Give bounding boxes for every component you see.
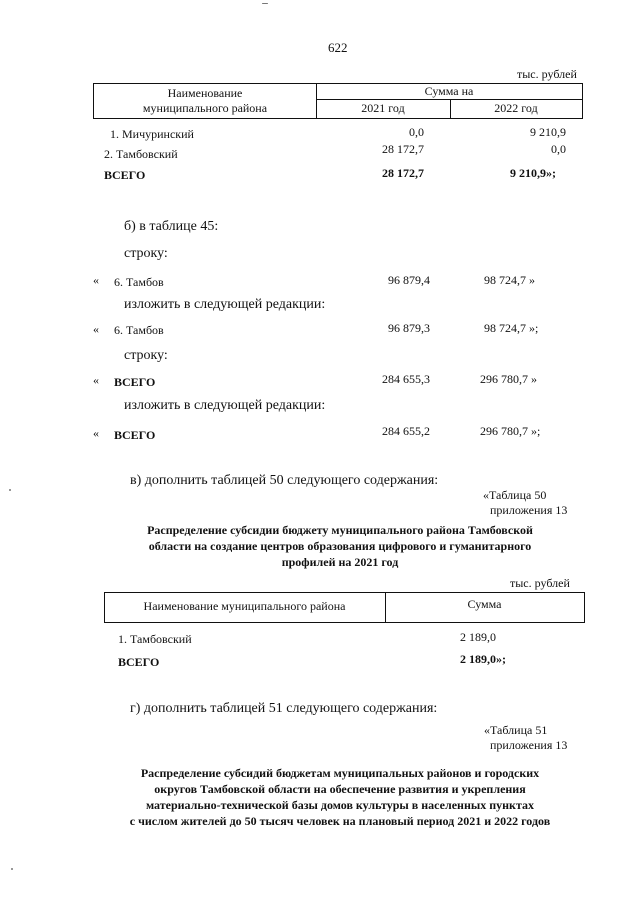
- scan-speck: [11, 868, 13, 870]
- table50-col-sum: Сумма: [467, 597, 502, 611]
- table50-title-line2: области на создание центров образования цифрового и гуманитарного: [148, 539, 532, 553]
- table1-bottom-border: [93, 118, 583, 119]
- table50-top-border: [104, 592, 585, 593]
- replace-instruction-2: изложить в следующей редакции:: [124, 398, 326, 413]
- open-quote: «: [93, 426, 99, 440]
- table1-year-2022: 2022 год: [494, 101, 538, 115]
- table1-right-border: [582, 83, 583, 119]
- row-value-2021: 28 172,7: [382, 142, 424, 156]
- row-value-2022: 0,0: [551, 142, 566, 156]
- row-value-2022: 9 210,9: [530, 125, 566, 139]
- row-name: ВСЕГО: [114, 428, 156, 442]
- row-value-2: 296 780,7 »: [480, 372, 537, 386]
- row-value-2021: 0,0: [409, 125, 424, 139]
- row-value-2: 98 724,7 »: [484, 273, 535, 287]
- table1-left-border: [93, 83, 94, 119]
- table50-ref-line2: приложения 13: [490, 503, 568, 517]
- table1-col-name-line2: муниципального района: [142, 101, 268, 115]
- scan-speck: [262, 3, 268, 4]
- table1-year-2021: 2021 год: [361, 101, 405, 115]
- open-quote: «: [93, 373, 99, 387]
- total-value-2021: 28 172,7: [382, 166, 424, 180]
- row-label-1: строку:: [124, 246, 168, 261]
- table1-sum-header: Сумма на: [424, 84, 474, 98]
- section-g-heading: г) дополнить таблицей 51 следующего содержания:: [130, 701, 438, 716]
- table51-title-line2: округов Тамбовской области на обеспечение развития и укрепления: [154, 782, 526, 796]
- table50-col-name: Наименование муниципального района: [143, 599, 346, 613]
- table51-ref-line1: «Таблица 51: [484, 723, 548, 737]
- row-name: 1. Мичуринский: [110, 127, 194, 141]
- table51-title-line3: материально-технической базы домов культуры в населенных пунктах: [145, 798, 535, 812]
- row-value-1: 96 879,4: [388, 273, 430, 287]
- row-name: ВСЕГО: [114, 375, 156, 389]
- table51-title-line4: с числом жителей до 50 тысяч человек на плановый период 2021 и 2022 годов: [129, 814, 551, 828]
- total-label: ВСЕГО: [118, 655, 160, 669]
- page-number: 622: [328, 40, 348, 55]
- section-v-heading: в) дополнить таблицей 50 следующего содержания:: [130, 473, 439, 488]
- table50-title-line3: профилей на 2021 год: [281, 555, 399, 569]
- table50-right-border: [584, 592, 585, 623]
- row-name: 1. Тамбовский: [118, 632, 192, 646]
- row-name: 2. Тамбовский: [104, 147, 178, 161]
- row-value: 2 189,0: [460, 630, 496, 644]
- open-quote: «: [93, 273, 99, 287]
- table50-title-line1: Распределение субсидии бюджету муниципального района Тамбовской: [147, 523, 533, 537]
- table50-units: тыс. рублей: [510, 576, 570, 590]
- row-value-1: 284 655,2: [382, 424, 430, 438]
- total-value-2022: 9 210,9»;: [510, 166, 556, 180]
- row-value-2: 98 724,7 »;: [484, 321, 539, 335]
- row-name: 6. Тамбов: [114, 275, 164, 289]
- table50-bottom-border: [104, 622, 585, 623]
- table51-title-line1: Распределение субсидий бюджетам муниципальных районов и городских: [140, 766, 540, 780]
- row-value-1: 96 879,3: [388, 321, 430, 335]
- row-name: 6. Тамбов: [114, 323, 164, 337]
- open-quote: «: [93, 322, 99, 336]
- table1-col-name-line1: Наименование: [167, 86, 243, 100]
- replace-instruction-1: изложить в следующей редакции:: [124, 297, 326, 312]
- table51-ref-line2: приложения 13: [490, 738, 568, 752]
- row-value-1: 284 655,3: [382, 372, 430, 386]
- row-label-2: строку:: [124, 348, 168, 363]
- table50-ref-line1: «Таблица 50: [483, 488, 547, 502]
- total-label: ВСЕГО: [104, 168, 146, 182]
- section-b-heading: б) в таблице 45:: [124, 219, 219, 234]
- row-value-2: 296 780,7 »;: [480, 424, 541, 438]
- scan-speck: [9, 489, 11, 491]
- total-value: 2 189,0»;: [460, 652, 506, 666]
- table1-units: тыс. рублей: [517, 67, 577, 81]
